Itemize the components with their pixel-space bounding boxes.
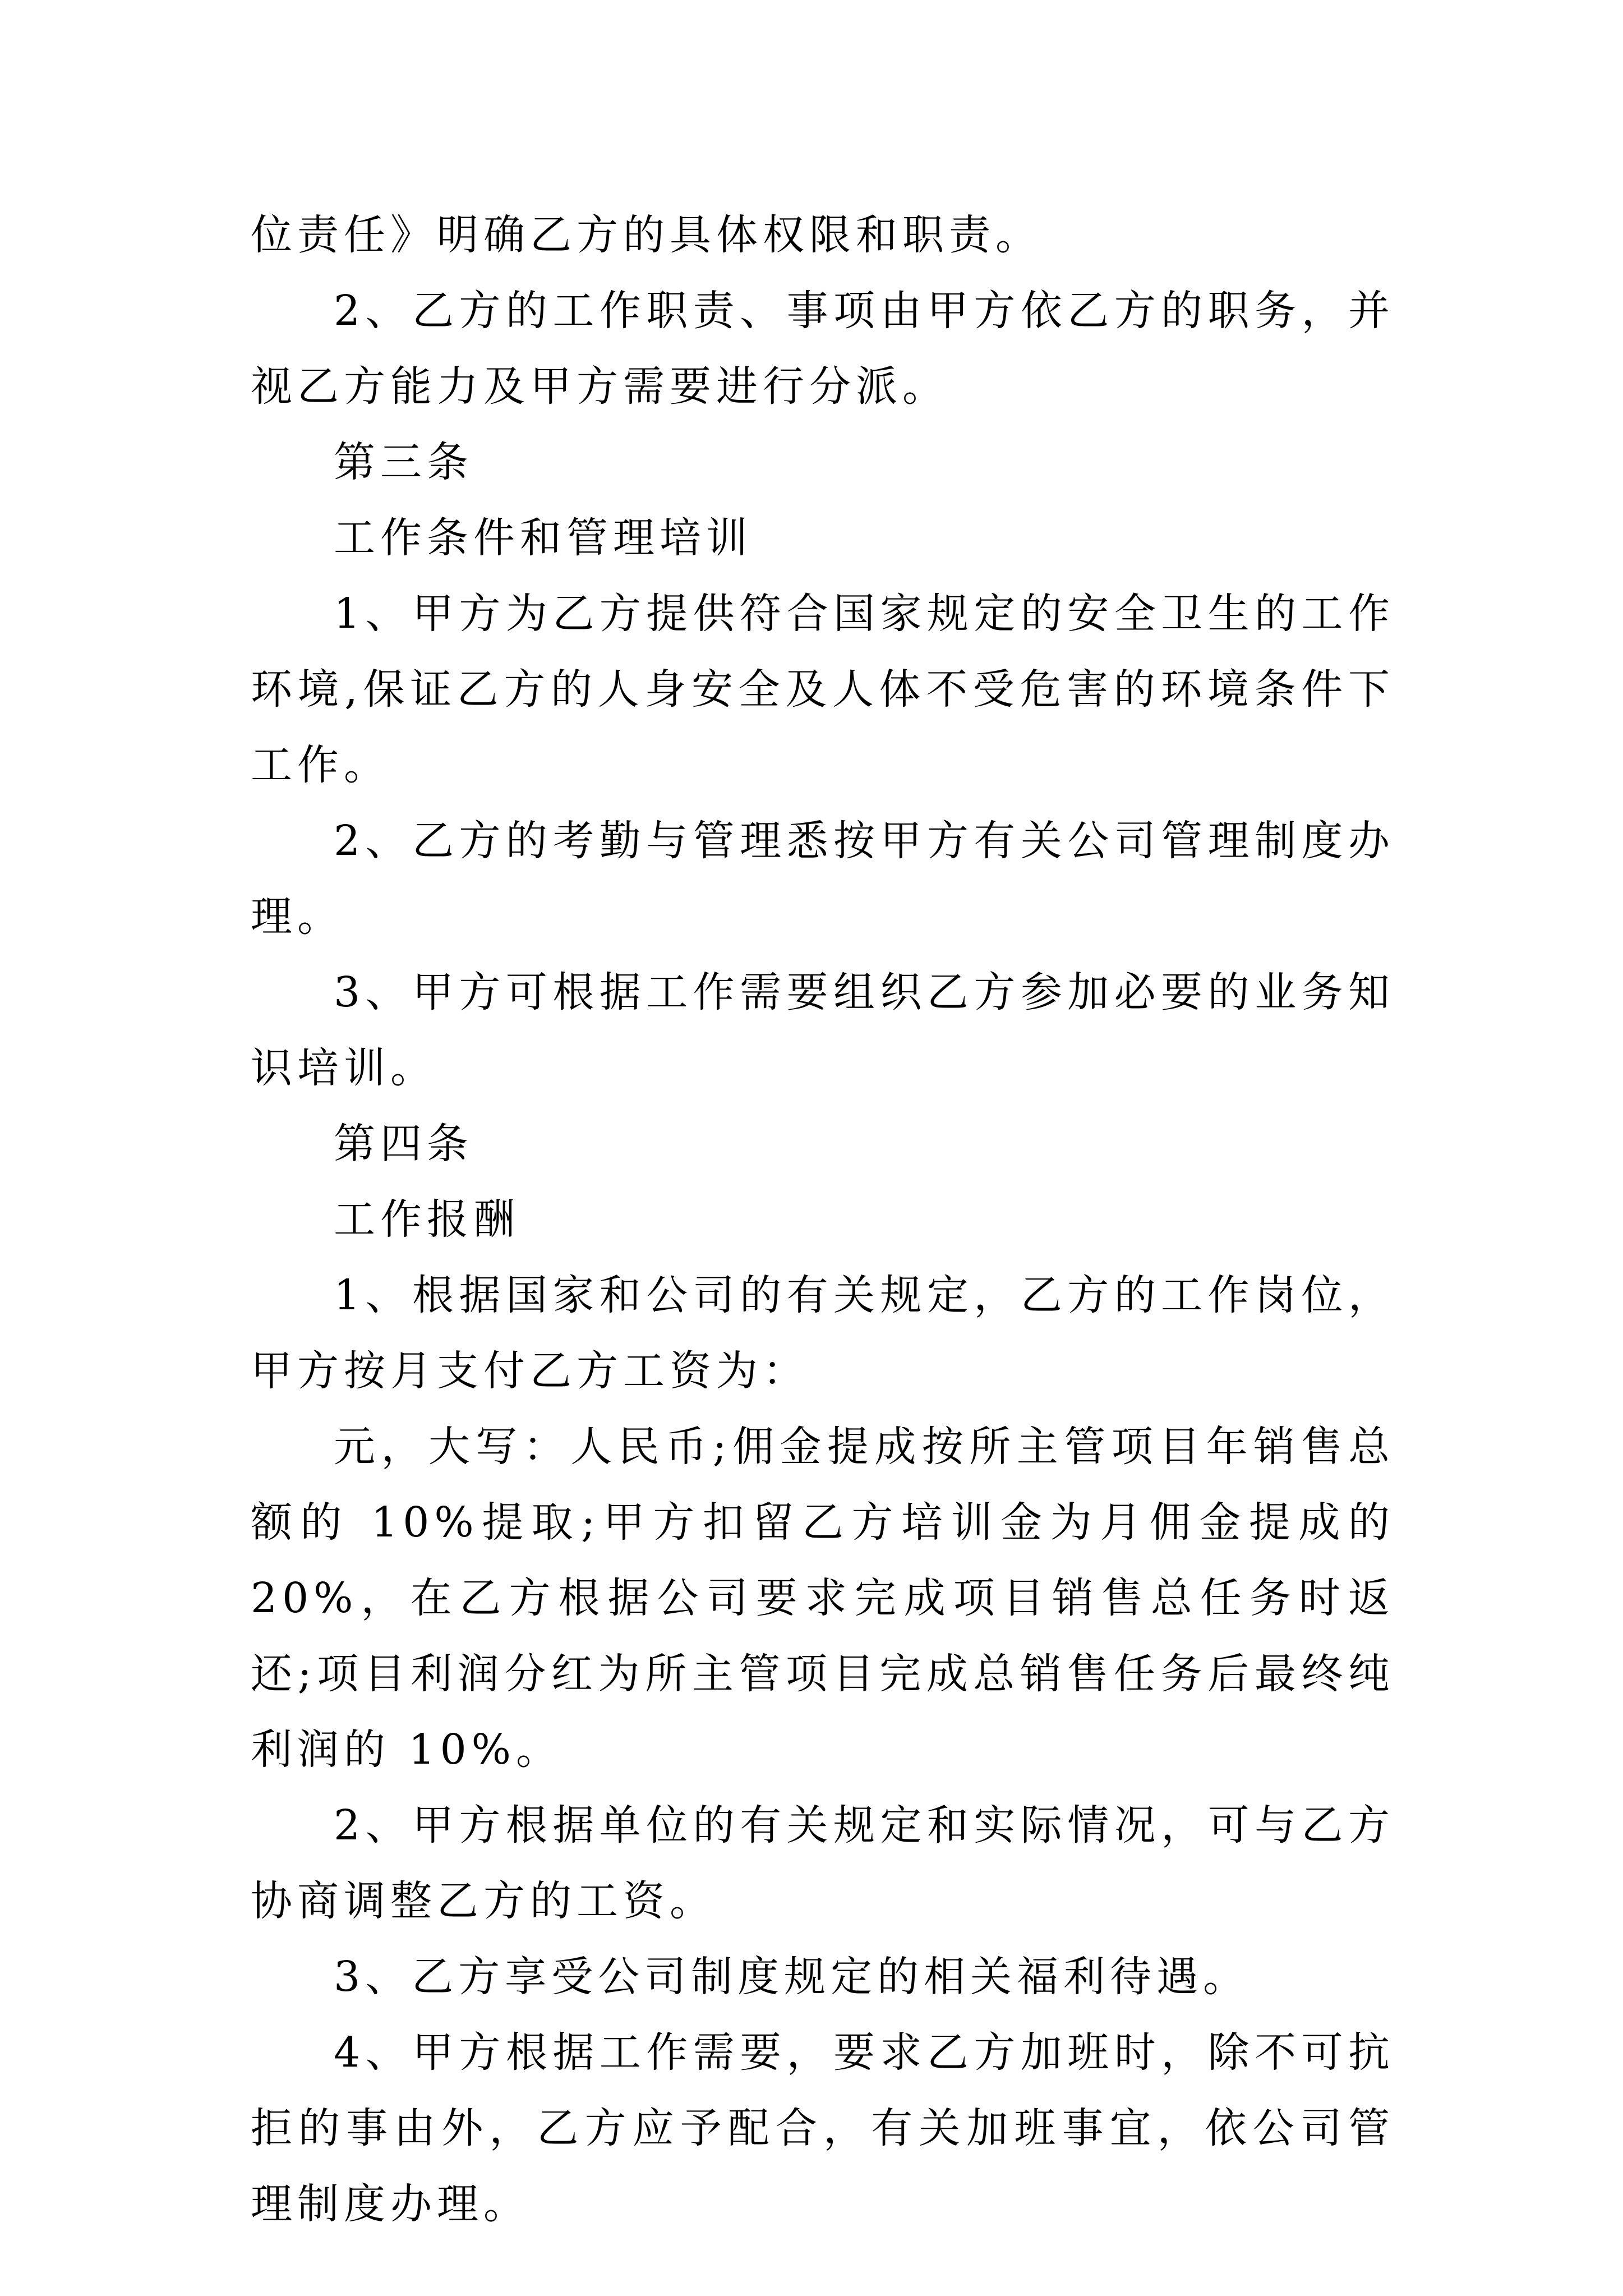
paragraph-monthly-salary: 1、根据国家和公司的有关规定，乙方的工作岗位，甲方按月支付乙方工资为： — [251, 1271, 1395, 1395]
paragraph-continuation: 位责任》明确乙方的具体权限和职责。 — [251, 211, 1042, 259]
article-3-title: 工作条件和管理培训 — [334, 514, 753, 562]
paragraph-attendance: 2、乙方的考勤与管理悉按甲方有关公司管理制度办理。 — [251, 817, 1395, 941]
paragraph-overtime: 4、甲方根据工作需要，要求乙方加班时，除不可抗拒的事由外，乙方应予配合，有关加班事宜，依公司管理制度办理。 — [251, 2028, 1395, 2228]
paragraph-work-environment: 1、甲方为乙方提供符合国家规定的安全卫生的工作环境,保证乙方的人身安全及人体不受危害的环境条件下工作。 — [251, 590, 1395, 789]
paragraph-benefits: 3、乙方享受公司制度规定的相关福利待遇。 — [334, 1953, 1250, 2001]
paragraph-duty-assignment: 2、乙方的工作职责、事项由甲方依乙方的职务，并视乙方能力及甲方需要进行分派。 — [251, 287, 1395, 411]
article-4-title: 工作报酬 — [334, 1195, 520, 1244]
document-body — [251, 197, 1395, 2242]
article-4-heading: 第四条 — [334, 1120, 473, 1168]
paragraph-training: 3、甲方可根据工作需要组织乙方参加必要的业务知识培训。 — [251, 968, 1395, 1092]
paragraph-commission: 元，大写：人民币;佣金提成按所主管项目年销售总额的 10%提取;甲方扣留乙方培训金为月佣金提成的 20%，在乙方根据公司要求完成项目销售总任务时返还;项目利润分红为所主管项目完成总销售任务后最终纯利润的 10%。 — [251, 1423, 1395, 1774]
paragraph-salary-adjustment: 2、甲方根据单位的有关规定和实际情况，可与乙方协商调整乙方的工资。 — [251, 1801, 1395, 1925]
article-3-heading: 第三条 — [334, 438, 473, 486]
